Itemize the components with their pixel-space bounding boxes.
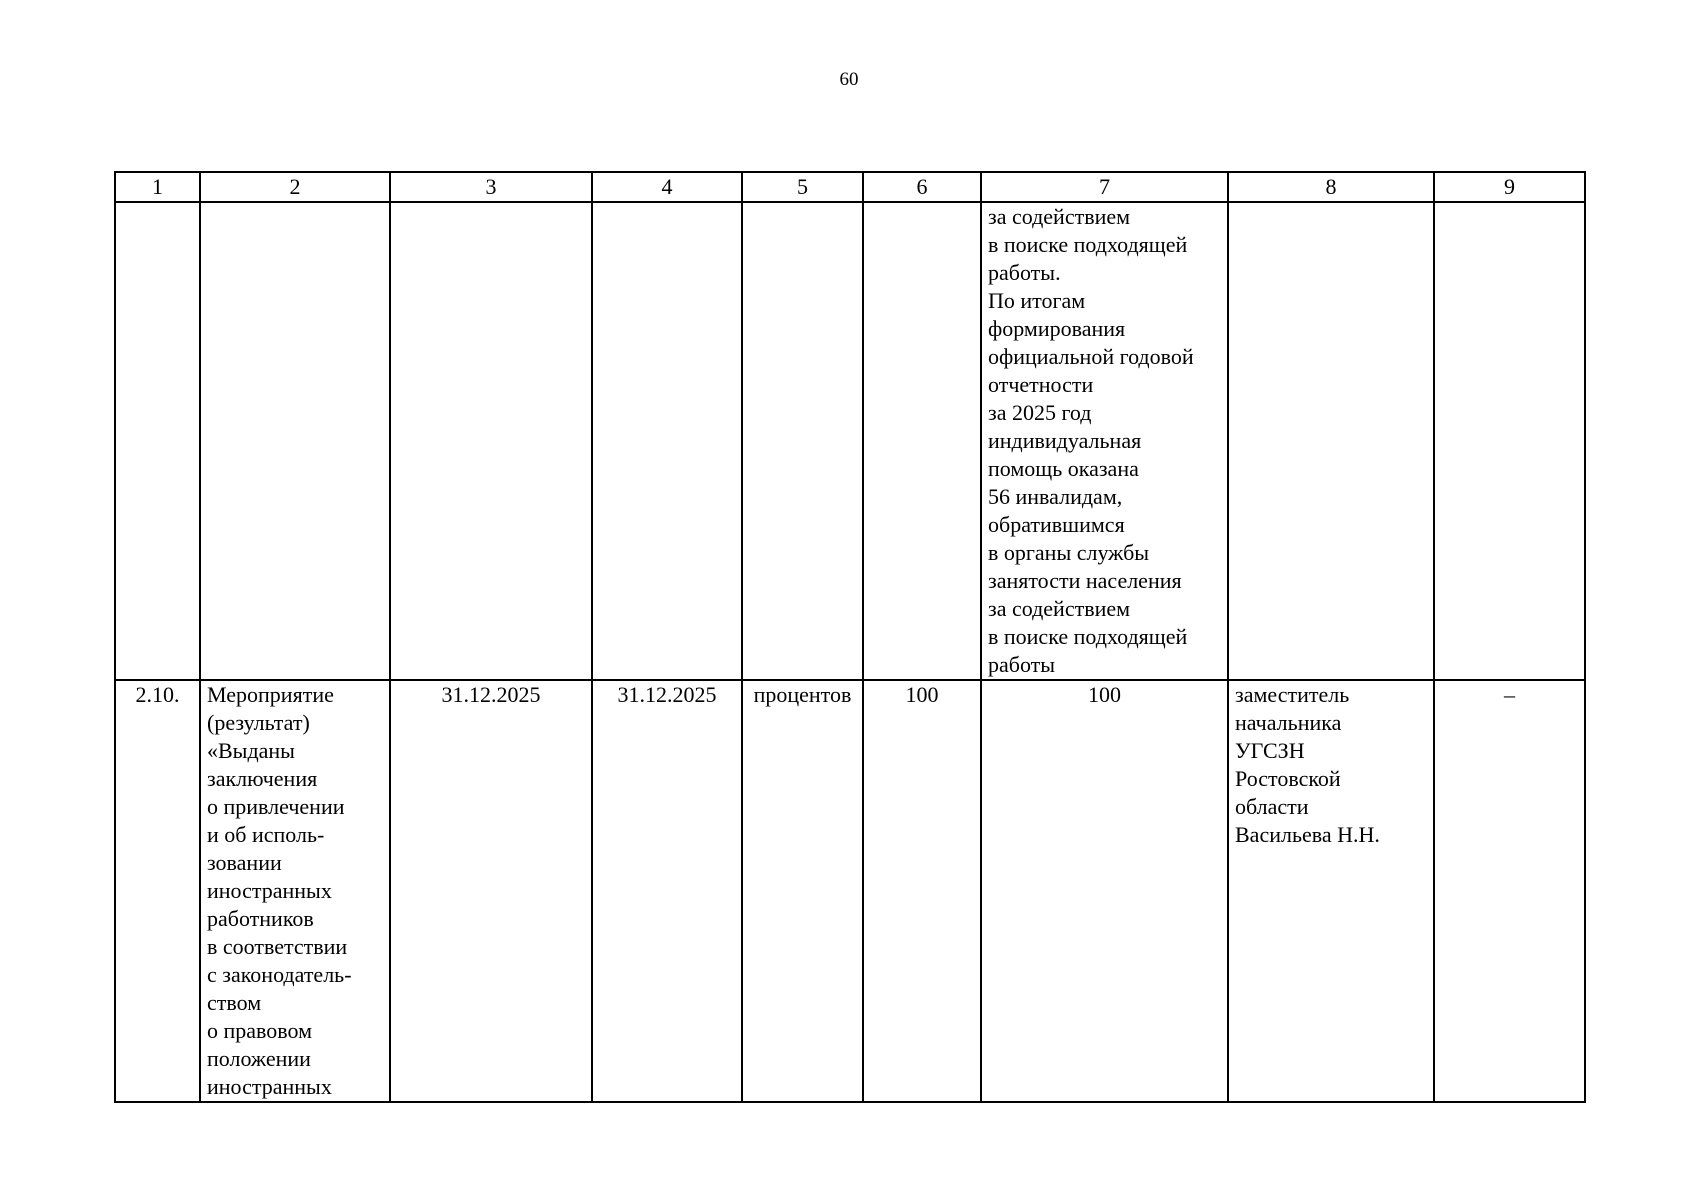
actual-result-text: за содействием в поиске подходящей работы. По итогам формирования официальной годовой отчетности за 2025 год индивидуальная помощь оказана 56 инвалидам, обратившимся в органы службы занятости населения за содействием в поиске подходящей работы <box>981 202 1228 680</box>
column-number-8: 8 <box>1228 172 1434 202</box>
column-number-4: 4 <box>592 172 742 202</box>
table-row-continuation <box>115 202 1585 680</box>
planned-value: 100 <box>863 680 981 1102</box>
table-row-2-10 <box>115 680 1585 1102</box>
empty-cell <box>863 202 981 680</box>
empty-cell <box>115 202 200 680</box>
column-number-row <box>115 172 1585 202</box>
column-number-5: 5 <box>742 172 863 202</box>
report-table <box>114 171 1586 1103</box>
column-number-2: 2 <box>200 172 390 202</box>
empty-cell <box>592 202 742 680</box>
empty-cell <box>200 202 390 680</box>
empty-cell <box>1228 202 1434 680</box>
column-number-6: 6 <box>863 172 981 202</box>
responsible-person: заместитель начальника УГСЗН Ростовской области Васильева Н.Н. <box>1228 680 1434 1102</box>
column-number-3: 3 <box>390 172 592 202</box>
column-number-1: 1 <box>115 172 200 202</box>
unit-of-measure: процентов <box>742 680 863 1102</box>
actual-value: 100 <box>981 680 1228 1102</box>
planned-date: 31.12.2025 <box>390 680 592 1102</box>
column-number-9: 9 <box>1434 172 1585 202</box>
event-name: Мероприятие (результат) «Выданы заключения о привлечении и об исполь- зовании иностранных работников в соответствии с законодатель- ством о правовом положении иностранных <box>200 680 390 1102</box>
empty-cell <box>1434 202 1585 680</box>
note: – <box>1434 680 1585 1102</box>
empty-cell <box>742 202 863 680</box>
page-number: 60 <box>839 69 859 90</box>
row-number: 2.10. <box>115 680 200 1102</box>
actual-date: 31.12.2025 <box>592 680 742 1102</box>
column-number-7: 7 <box>981 172 1228 202</box>
empty-cell <box>390 202 592 680</box>
